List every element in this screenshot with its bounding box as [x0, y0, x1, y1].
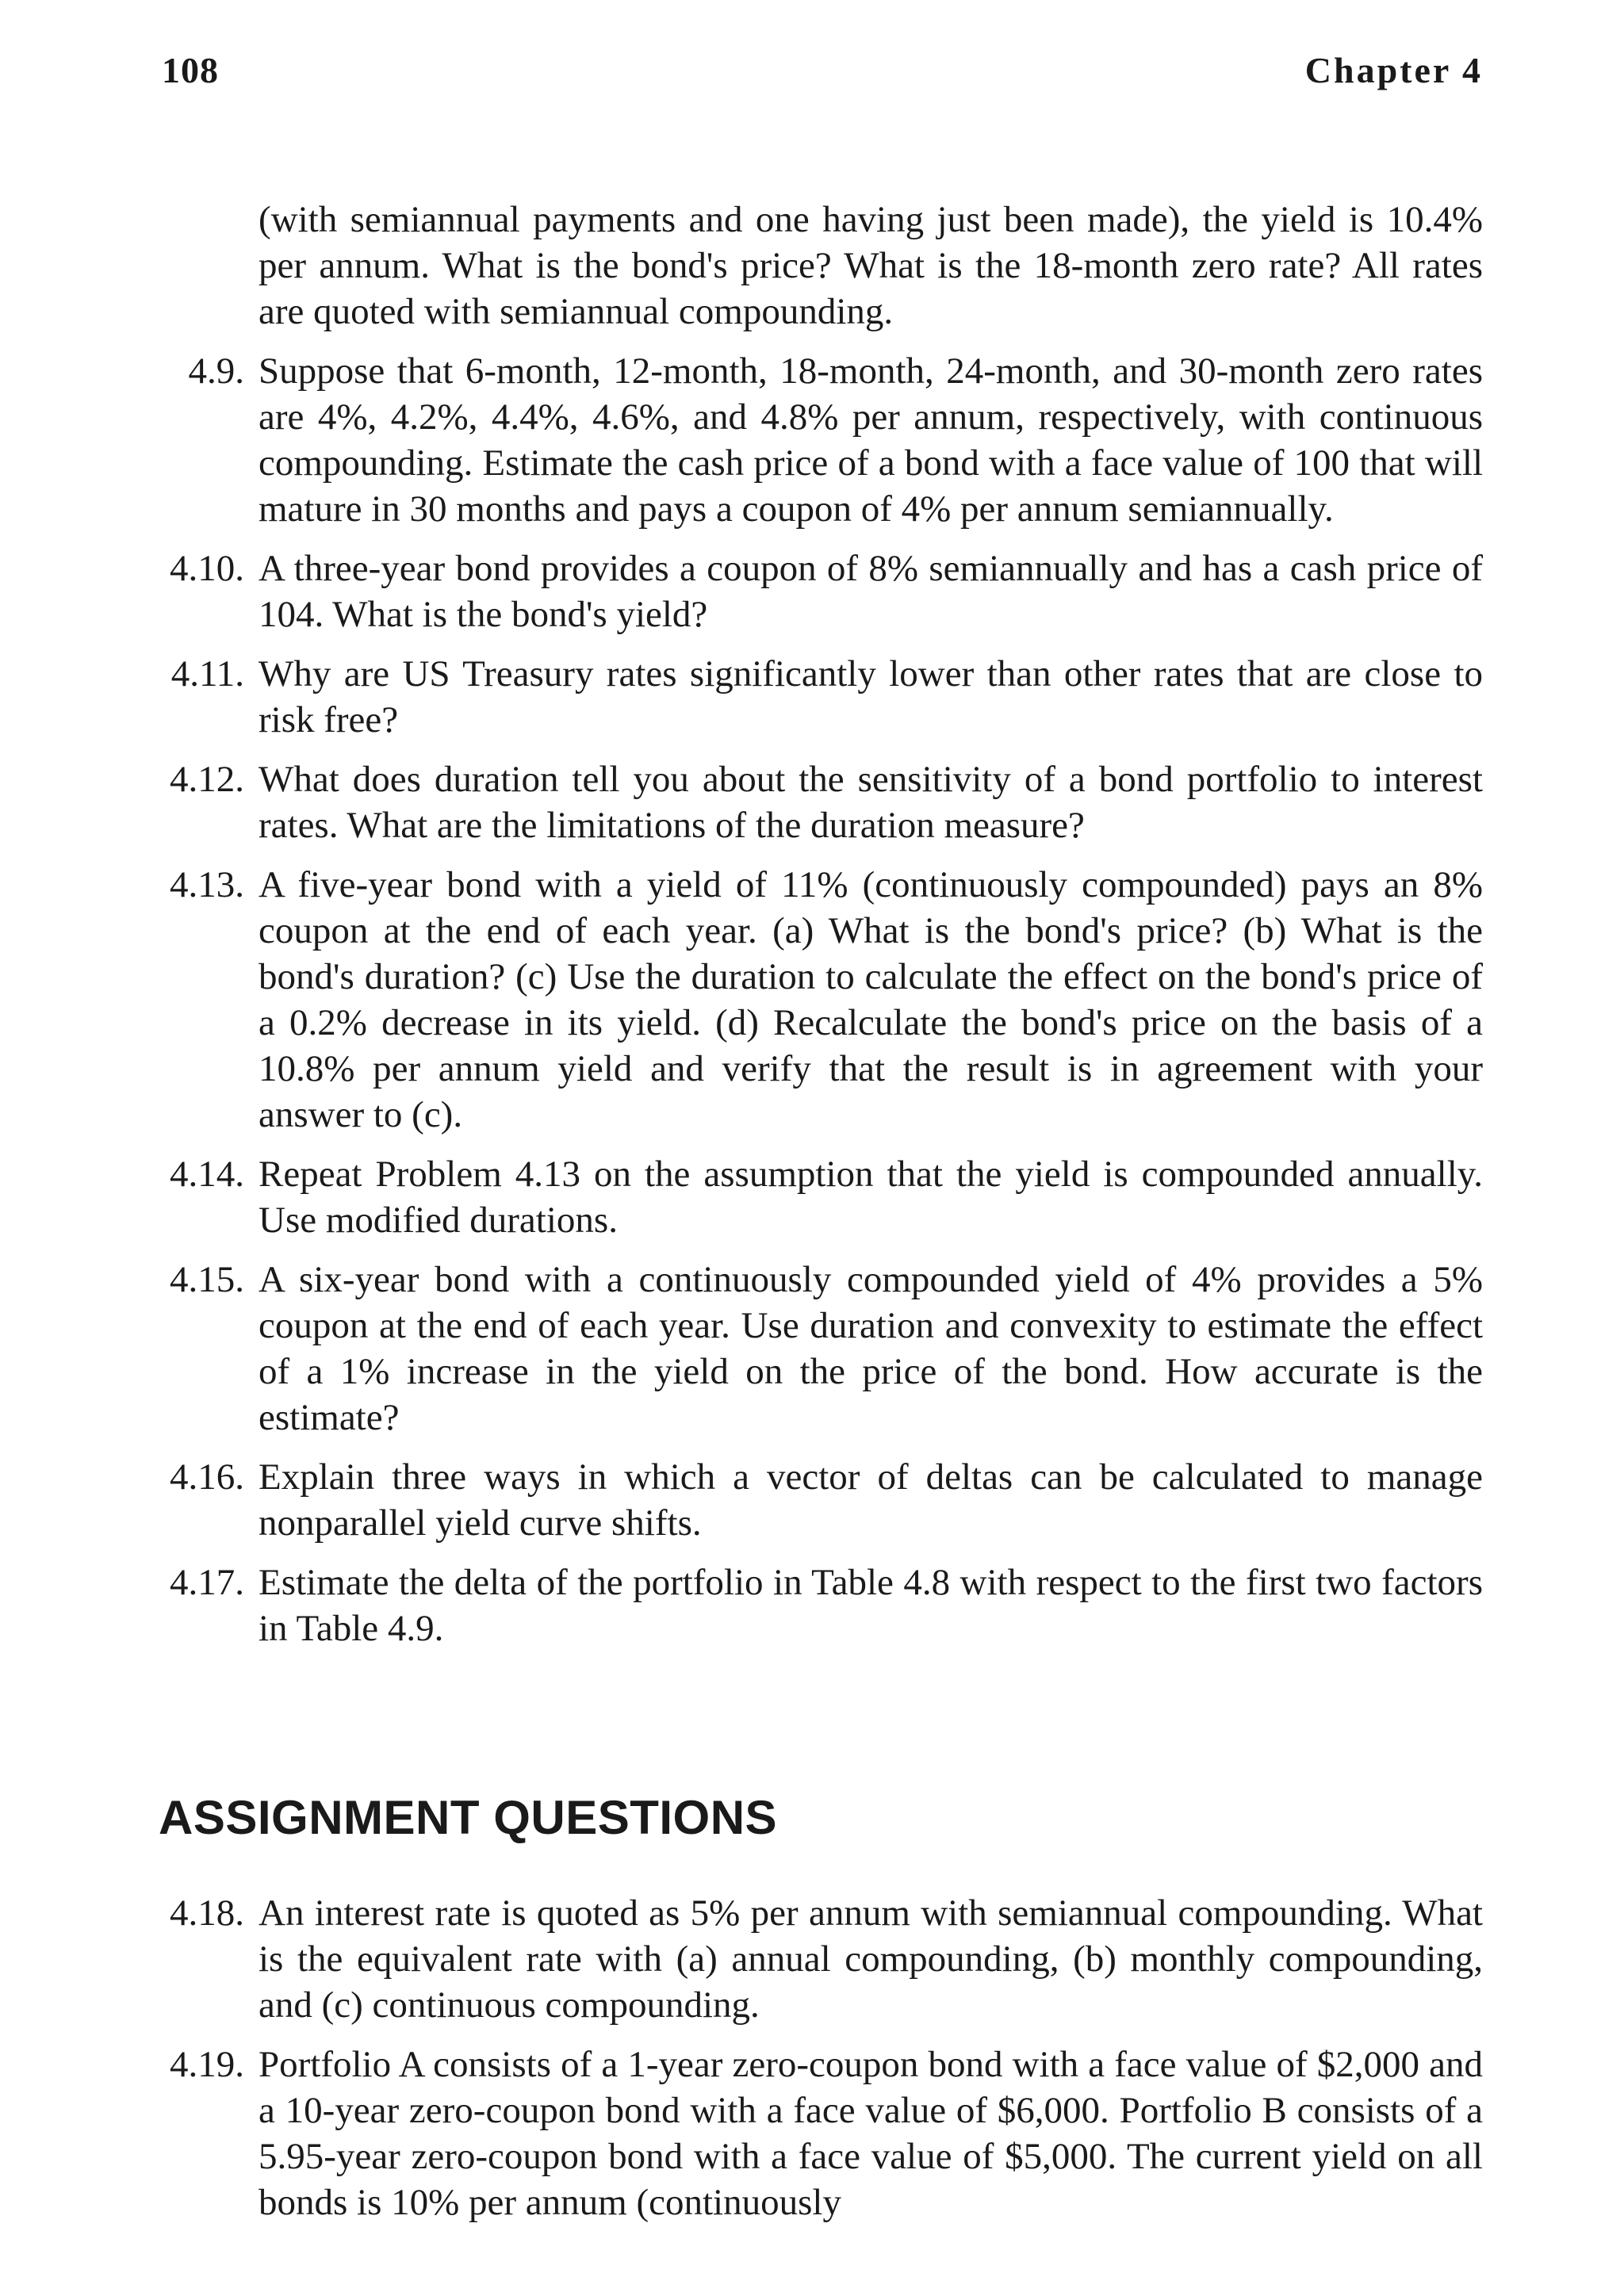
- problem-4-11: [155, 651, 1483, 743]
- assignment-list: [155, 1890, 1483, 2239]
- problem-4-15: [155, 1257, 1483, 1441]
- problem-number: 4.18.: [170, 1892, 244, 1934]
- problem-number: 4.14.: [170, 1154, 244, 1195]
- problem-4-13: [155, 862, 1483, 1138]
- problem-4-16: [155, 1454, 1483, 1546]
- exercise-list: [155, 197, 1483, 1665]
- problem-number: 4.19.: [170, 2044, 244, 2085]
- problem-4-14: [155, 1151, 1483, 1243]
- problem-text: Estimate the delta of the portfolio in Table 4.8 with respect to the first two factors in Table 4.9.: [259, 1562, 1483, 1649]
- problem-text: Why are US Treasury rates significantly lower than other rates that are close to risk free?: [259, 653, 1483, 740]
- problem-text: Suppose that 6-month, 12-month, 18-month, 24-month, and 30-month zero rates are 4%, 4.2%, 4.4%, 4.6%, and 4.8% per annum, respectively, with continuous compounding. Estimate the cash price of a bond with a face value of 100 that will mature in 30 months and pays a coupon of 4% per annum semiannually.: [259, 350, 1483, 530]
- problem-text: What does duration tell you about the sensitivity of a bond portfolio to interest rates. What are the limitations of the duration measure?: [259, 759, 1483, 846]
- problem-text: An interest rate is quoted as 5% per annum with semiannual compounding. What is the equivalent rate with (a) annual compounding, (b) monthly compounding, and (c) continuous compounding.: [259, 1892, 1483, 2026]
- problem-text: Explain three ways in which a vector of deltas can be calculated to manage nonparallel yield curve shifts.: [259, 1456, 1483, 1544]
- problem-continuation: [155, 197, 1483, 335]
- problem-text: A three-year bond provides a coupon of 8% semiannually and has a cash price of 104. What is the bond's yield?: [259, 548, 1483, 635]
- problem-4-17: [155, 1559, 1483, 1651]
- problem-4-19: [155, 2042, 1483, 2225]
- problem-number: 4.10.: [170, 548, 244, 589]
- problem-4-18: [155, 1890, 1483, 2028]
- problem-text: (with semiannual payments and one having just been made), the yield is 10.4% per annum. What is the bond's price? What is the 18-month zero rate? All rates are quoted with semiannual compounding.: [259, 199, 1483, 332]
- problem-text: Portfolio A consists of a 1-year zero-coupon bond with a face value of $2,000 and a 10-year zero-coupon bond with a face value of $6,000. Portfolio B consists of a 5.95-year zero-coupon bond with a face value of $5,000. The current yield on all bonds is 10% per annum (continuously: [259, 2044, 1483, 2223]
- problem-number: 4.15.: [170, 1259, 244, 1300]
- problem-text: A six-year bond with a continuously compounded yield of 4% provides a 5% coupon at the end of each year. Use duration and convexity to estimate the effect of a 1% increase in the yield on the price of the bond. How accurate is the estimate?: [259, 1259, 1483, 1438]
- problem-text: A five-year bond with a yield of 11% (continuously compounded) pays an 8% coupon at the end of each year. (a) What is the bond's price? (b) What is the bond's duration? (c) Use the duration to calculate the effect on the bond's price of a 0.2% decrease in its yield. (d) Recalculate the bond's price on the basis of a 10.8% per annum yield and verify that the result is in agreement with your answer to (c).: [259, 864, 1483, 1135]
- chapter-label: Chapter 4: [1304, 50, 1483, 90]
- section-heading: ASSIGNMENT QUESTIONS: [159, 1791, 778, 1844]
- problem-number: 4.17.: [170, 1562, 244, 1603]
- problem-text: Repeat Problem 4.13 on the assumption that the yield is compounded annually. Use modified durations.: [259, 1154, 1483, 1241]
- problem-number: 4.13.: [170, 864, 244, 905]
- page-number: 108: [162, 50, 219, 90]
- problem-number: 4.9.: [188, 350, 244, 392]
- problem-4-9: [155, 348, 1483, 532]
- problem-number: 4.16.: [170, 1456, 244, 1498]
- problem-number: 4.12.: [170, 759, 244, 800]
- problem-4-12: [155, 756, 1483, 848]
- problem-number: 4.11.: [170, 653, 244, 695]
- problem-4-10: [155, 545, 1483, 637]
